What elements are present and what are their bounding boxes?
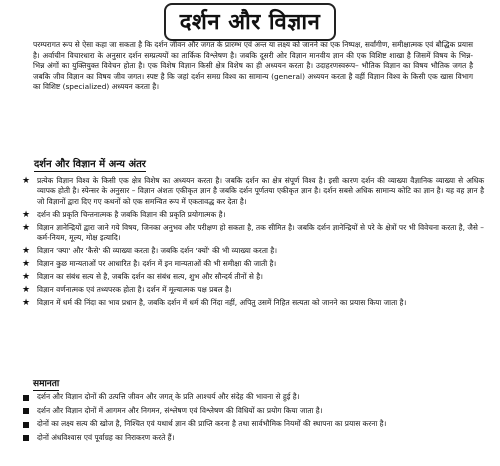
list-item-text: विज्ञान ज्ञानेन्द्रियों द्वारा जाने गये विषय, जिनका अनुभव और परीक्षण हो सकता है, तक सीमित है। जबकि दर्शन ज्ञानेन्द्रियों से परे के क्षेत्रों पर भी विवेचना करता है, जैसे – कर्म-नियम, मूल्य, मोक्ष इत्यादि। <box>37 222 484 243</box>
star-bullet-icon: ★ <box>22 246 31 257</box>
list-item <box>20 176 484 207</box>
square-bullet-icon <box>23 395 29 401</box>
similarities-heading: समानता <box>33 376 59 391</box>
list-item-text: दर्शन और विज्ञान दोनों में आगमन और निगमन, संश्लेषण एवं विश्लेषण की विधियों का प्रयोग किया जाता है। <box>37 405 323 415</box>
star-bullet-icon: ★ <box>22 285 31 296</box>
list-item <box>20 419 484 429</box>
list-item <box>20 406 484 416</box>
star-bullet-icon: ★ <box>22 298 31 309</box>
list-item <box>20 392 484 402</box>
list-item-text: विज्ञान 'क्या' और 'कैसे' की व्याख्या करता है। जबकि दर्शन 'क्यों' की भी व्याख्या करता है। <box>37 246 278 256</box>
intro-paragraph: परम्परागत रूप से ऐसा कहा जा सकता है कि दर्शन जीवन और जगत के प्रारम्भ एवं अन्त या लक्ष्य को जानने का एक निष्पक्ष, सर्वांगीण, समीक्षात्मक एवं बौद्धिक प्रयास है। अर्वाचीन विचारधारा के अनुसार दर्शन सम्प्रत्ययों का तार्किक विश्लेषण है। जबकि दूसरी ओर विज्ञान मानवीय ज्ञान की एक विशिष्ट शाखा है जिसमें विषय के भिन्न-भिन्न अंगों का युक्तियुक्त विवेचन होता है। एक विशेष विज्ञान किसी क्षेत्र विशेष का ही अध्ययन करता है। उदाहरणस्वरूप– भौतिक विज्ञान का विषय भौतिक जगत है जबकि जीव विज्ञान का विषय जीव जगत। स्पष्ट है कि जहां दर्शन समग्र विश्व का सामान्य (general) अध्ययन करता है वहीं विज्ञान विश्व के किसी एक खास विभाग का विशिष्ट (specialized) अध्ययन करता है। <box>33 40 473 92</box>
list-item <box>20 210 484 220</box>
list-item <box>20 298 484 308</box>
square-bullet-icon <box>23 422 29 428</box>
star-bullet-icon: ★ <box>22 222 31 233</box>
differences-heading: दर्शन और विज्ञान में अन्य अंतर <box>34 156 146 172</box>
list-item <box>20 433 484 443</box>
star-bullet-icon: ★ <box>22 272 31 283</box>
star-bullet-icon: ★ <box>22 176 31 186</box>
similarities-list <box>20 392 484 446</box>
star-bullet-icon: ★ <box>22 209 31 220</box>
list-item-text: दोनों का लक्ष्य सत्य की खोज है, निश्चित एवं यथार्थ ज्ञान की प्राप्ति करना है तथा सार्वभौमिक नियमों की स्थापना का प्रयास करना है। <box>37 419 387 429</box>
page-title: दर्शन और विज्ञान <box>164 3 337 41</box>
list-item <box>20 285 484 295</box>
list-item <box>20 272 484 282</box>
list-item-text: विज्ञान कुछ मान्यताओं पर आधारित है। दर्शन में इन मान्यताओं की भी समीक्षा की जाती है। <box>37 259 277 269</box>
list-item-text: दर्शन और विज्ञान दोनों की उत्पत्ति जीवन और जगत् के प्रति आश्चर्य और संदेह की भावना से हुई है। <box>37 392 300 401</box>
list-item-text: विज्ञान वर्णनात्मक एवं तथ्यपरक होता है। दर्शन में मूल्यात्मक पक्ष प्रबल है। <box>37 285 232 295</box>
differences-list <box>20 176 484 311</box>
square-bullet-icon <box>23 435 29 441</box>
title-container <box>0 3 500 41</box>
square-bullet-icon <box>23 408 29 414</box>
star-bullet-icon: ★ <box>22 259 31 270</box>
list-item-text: प्रत्येक विज्ञान विश्व के किसी एक क्षेत्र विशेष का अध्ययन करता है। जबकि दर्शन का क्षेत्र संपूर्ण विश्व है। इसी कारण दर्शन की व्याख्या वैज्ञानिक व्याख्या से अधिक व्यापक होती है। स्पेन्सर के अनुसार – विज्ञान अंशतः एकीकृत ज्ञान है जबकि दर्शन पूर्णतया एकीकृत ज्ञान है। दर्शन सबसे अधिक सामान्य कोटि का ज्ञान है। यह वह ज्ञान है जो विज्ञानों द्वारा दिए गए कथनों को एक समन्वित रूप में एकतावद्ध कर देता है। <box>37 176 484 206</box>
list-item-text: विज्ञान में धर्म की निंदा का भाव प्रधान है, जबकि दर्शन में धर्म की निंदा नहीं, अपितु उसमें निहित सत्यता को जानने का प्रयास किया जाता है। <box>37 298 407 308</box>
list-item <box>20 246 484 256</box>
list-item-text: विज्ञान का संबंध सत्य से है, जबकि दर्शन का संबंध सत्य, शुभ और सौन्दर्य तीनों से है। <box>37 272 263 282</box>
list-item-text: दर्शन की प्रकृति चिन्तनात्मक है जबकि विज्ञान की प्रकृति प्रयोगात्मक है। <box>37 209 226 219</box>
list-item-text: दोनों अंधविश्वास एवं पूर्वाग्रह का निराकरण करते हैं। <box>37 432 175 442</box>
list-item <box>20 223 484 244</box>
list-item <box>20 259 484 269</box>
